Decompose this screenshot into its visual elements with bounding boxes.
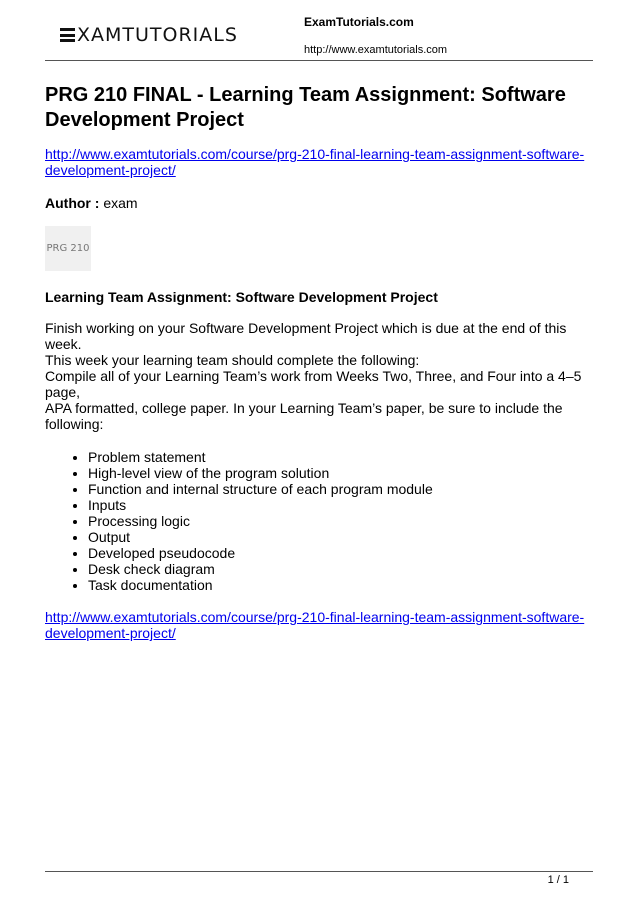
bottom-course-link[interactable]: http://www.examtutorials.com/course/prg-210-final-learning-team-assignment-software-development-project/ [45, 609, 585, 641]
list-item: • Desk check diagram [88, 561, 597, 577]
section-heading: Learning Team Assignment: Software Development Project [45, 289, 438, 305]
thumbnail-text: PRG 210 [46, 243, 90, 254]
list-item: • Function and internal structure of each program module [88, 481, 597, 497]
list-item: • High-level view of the program solution [88, 465, 597, 481]
paragraph-line: Finish working on your Software Development Project which is due at the end of this week. [45, 320, 567, 352]
author-value: exam [103, 195, 138, 211]
list-item: • Developed pseudocode [88, 545, 597, 561]
footer-divider [45, 871, 593, 872]
site-name: ExamTutorials.com [304, 15, 414, 29]
author-line [45, 195, 597, 211]
course-thumbnail [45, 226, 91, 271]
requirements-list [45, 449, 597, 593]
bottom-link-container [45, 609, 597, 641]
page-number: 1 / 1 [547, 874, 569, 886]
page-header [45, 0, 593, 61]
paragraph-line: This week your learning team should complete the following: [45, 352, 420, 368]
course-link-container [45, 146, 597, 178]
list-item: • Inputs [88, 497, 597, 513]
paragraph-line: Compile all of your Learning Team’s work from Weeks Two, Three, and Four into a 4–5 page, [45, 368, 582, 400]
list-item: • Processing logic [88, 513, 597, 529]
description-paragraph [45, 320, 597, 432]
list-item: • Problem statement [88, 449, 597, 465]
course-link[interactable]: http://www.examtutorials.com/course/prg-210-final-learning-team-assignment-software-development-project/ [45, 146, 585, 178]
logo-e-icon [60, 28, 75, 42]
site-url: http://www.examtutorials.com [304, 44, 448, 56]
site-info [304, 0, 447, 60]
author-label: Author : [45, 195, 100, 211]
list-item: • Output [88, 529, 597, 545]
page-title: PRG 210 FINAL - Learning Team Assignment: Software Development Project [45, 84, 566, 131]
list-item: • Task documentation [88, 577, 597, 593]
site-logo [45, 0, 288, 60]
document-body [45, 83, 597, 641]
paragraph-line: APA formatted, college paper. In your Learning Team’s paper, be sure to include the following: [45, 400, 563, 432]
logo-text: XAMTUTORIALS [77, 24, 238, 46]
